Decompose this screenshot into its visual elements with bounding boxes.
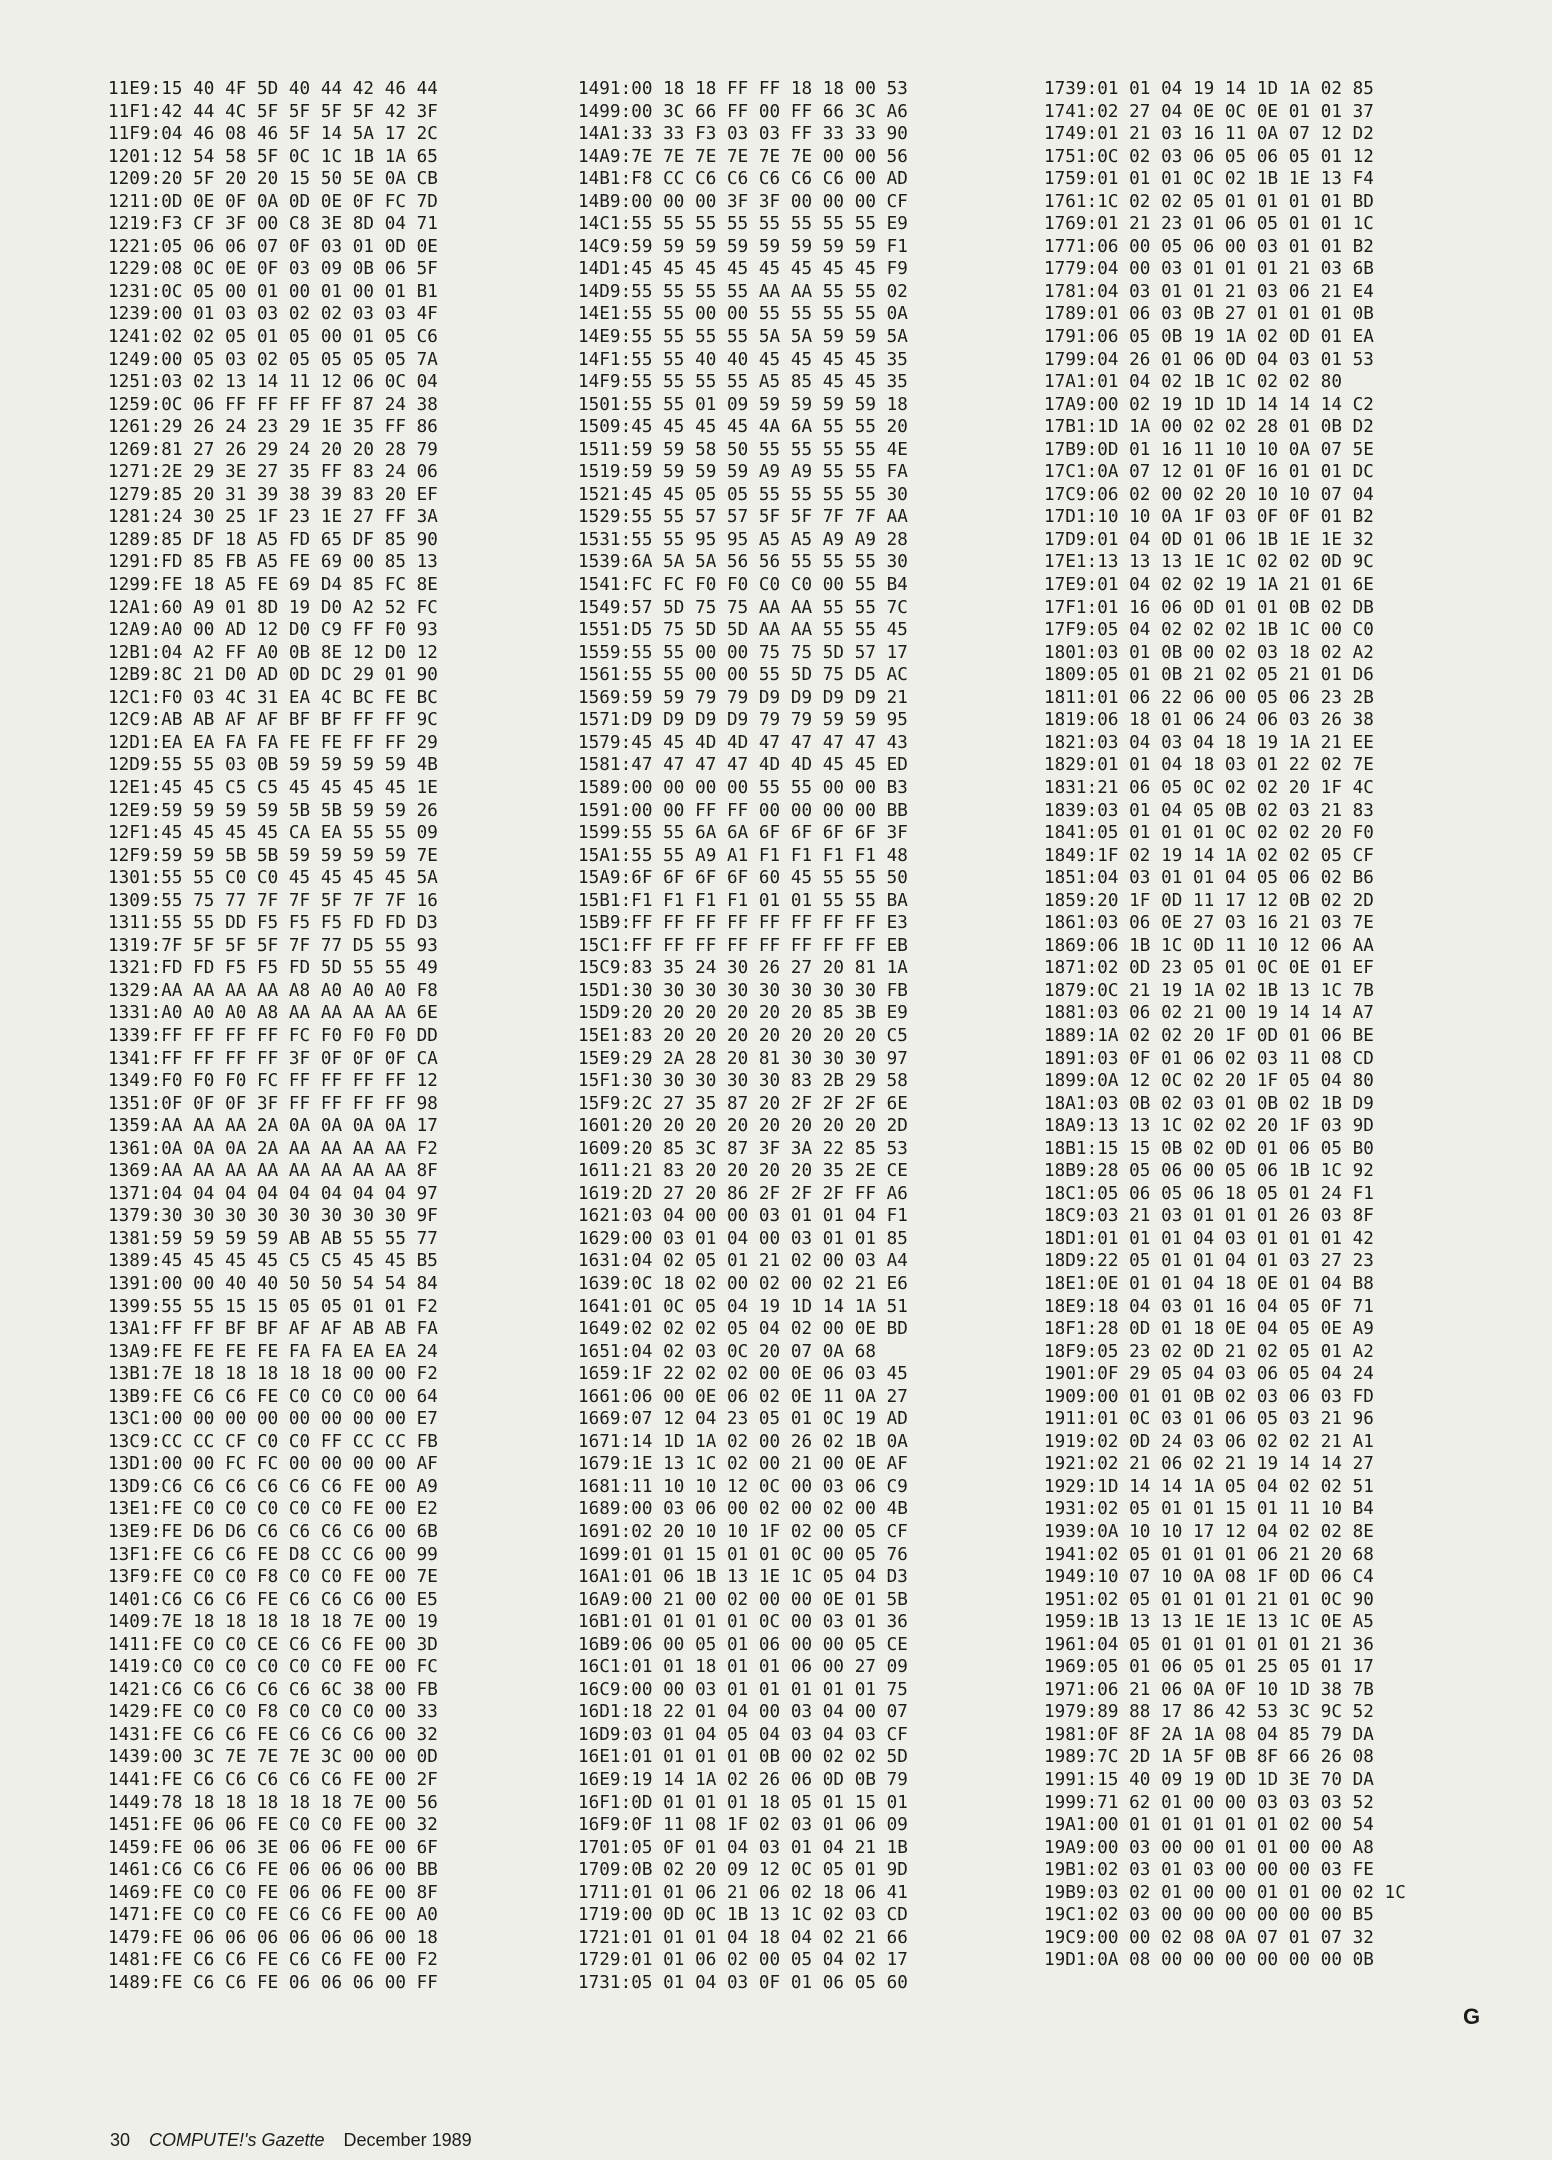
listing-line: 18B9:28 05 06 00 05 06 1B 1C 92 — [1044, 1161, 1374, 1182]
listing-line: 1269:81 27 26 29 24 20 20 28 79 — [108, 439, 438, 460]
listing-line: 12C9:AB AB AF AF BF BF FF FF 9C — [108, 710, 438, 731]
listing-line: 16C1:01 01 18 01 01 06 00 27 09 — [578, 1657, 908, 1678]
listing-line: 1529:55 55 57 57 5F 5F 7F 7F AA — [578, 507, 908, 528]
listing-line: 1369:AA AA AA AA AA AA AA AA 8F — [108, 1161, 438, 1182]
listing-line: 1651:04 02 03 0C 20 07 0A 68 — [578, 1341, 876, 1362]
listing-line: 1509:45 45 45 45 4A 6A 55 55 20 — [578, 417, 908, 438]
listing-line: 1511:59 59 58 50 55 55 55 55 4E — [578, 439, 908, 460]
listing-line: 1691:02 20 10 10 1F 02 00 05 CF — [578, 1522, 908, 1542]
listing-line: 1539:6A 5A 5A 56 56 55 55 55 30 — [578, 552, 908, 573]
listing-line: 14F1:55 55 40 40 45 45 45 45 35 — [578, 349, 908, 370]
listing-line: 17D9:01 04 0D 01 06 1B 1E 1E 32 — [1044, 529, 1374, 550]
listing-line: 1479:FE 06 06 06 06 06 06 00 18 — [108, 1927, 438, 1948]
listing-line: 12C1:F0 03 4C 31 EA 4C BC FE BC — [108, 687, 438, 708]
listing-line: 1411:FE C0 C0 CE C6 C6 FE 00 3D — [108, 1634, 438, 1655]
listing-line: 1389:45 45 45 45 C5 C5 45 45 B5 — [108, 1251, 438, 1272]
listing-line: 1949:10 07 10 0A 08 1F 0D 06 C4 — [1044, 1567, 1374, 1588]
listing-line: 1769:01 21 23 01 06 05 01 01 1C — [1044, 214, 1374, 235]
listing-line: 18C9:03 21 03 01 01 01 26 03 8F — [1044, 1206, 1374, 1227]
listing-line: 13D9:C6 C6 C6 C6 C6 C6 FE 00 A9 — [108, 1476, 438, 1497]
listing-line: 1461:C6 C6 C6 FE 06 06 06 00 BB — [108, 1860, 438, 1881]
listing-line: 1709:0B 02 20 09 12 0C 05 01 9D — [578, 1860, 908, 1881]
listing-line: 1339:FF FF FF FF FC F0 F0 F0 DD — [108, 1025, 438, 1046]
listing-line: 1201:12 54 58 5F 0C 1C 1B 1A 65 — [108, 146, 438, 167]
listing-line: 12E9:59 59 59 59 5B 5B 59 59 26 — [108, 800, 438, 821]
hex-listing-column-1 — [108, 78, 578, 1994]
listing-line: 1969:05 01 06 05 01 25 05 01 17 — [1044, 1657, 1374, 1678]
listing-line: 18A1:03 0B 02 03 01 0B 02 1B D9 — [1044, 1093, 1374, 1114]
listing-line: 1671:14 1D 1A 02 00 26 02 1B 0A — [578, 1431, 908, 1452]
listing-line: 1669:07 12 04 23 05 01 0C 19 AD — [578, 1409, 908, 1430]
listing-line: 1319:7F 5F 5F 5F 7F 77 D5 55 93 — [108, 935, 438, 956]
listing-line: 1849:1F 02 19 14 1A 02 02 05 CF — [1044, 845, 1374, 866]
listing-line: 1909:00 01 01 0B 02 03 06 03 FD — [1044, 1386, 1374, 1407]
listing-line: 18F1:28 0D 01 18 0E 04 05 0E A9 — [1044, 1319, 1374, 1340]
listing-line: 16A9:00 21 00 02 00 00 0E 01 5B — [578, 1589, 908, 1610]
listing-line: 1661:06 00 0E 06 02 0E 11 0A 27 — [578, 1386, 908, 1407]
listing-line: 1871:02 0D 23 05 01 0C 0E 01 EF — [1044, 958, 1374, 979]
listing-line: 1581:47 47 47 47 4D 4D 45 45 ED — [578, 755, 908, 776]
listing-line: 1251:03 02 13 14 11 12 06 0C 04 — [108, 372, 438, 393]
listing-line: 1991:15 40 09 19 0D 1D 3E 70 DA — [1044, 1770, 1374, 1791]
listing-line: 15C1:FF FF FF FF FF FF FF FF EB — [578, 935, 908, 956]
listing-line: 1821:03 04 03 04 18 19 1A 21 EE — [1044, 732, 1374, 753]
listing-line: 1261:29 26 24 23 29 1E 35 FF 86 — [108, 417, 438, 438]
listing-line: 18A9:13 13 1C 02 02 20 1F 03 9D — [1044, 1116, 1374, 1137]
listing-line: 1471:FE C0 C0 FE C6 C6 FE 00 A0 — [108, 1905, 438, 1926]
listing-line: 1889:1A 02 02 20 1F 0D 01 06 BE — [1044, 1025, 1374, 1046]
listing-line: 1329:AA AA AA AA A8 A0 A0 A0 F8 — [108, 980, 438, 1001]
listing-line: 16B1:01 01 01 01 0C 00 03 01 36 — [578, 1612, 908, 1633]
listing-line: 13A1:FF FF BF BF AF AF AB AB FA — [108, 1319, 438, 1340]
listing-line: 11E9:15 40 4F 5D 40 44 42 46 44 — [108, 79, 438, 99]
listing-line: 14A1:33 33 F3 03 03 FF 33 33 90 — [578, 124, 908, 145]
listing-line: 16D9:03 01 04 05 04 03 04 03 CF — [578, 1724, 908, 1745]
listing-line: 14E9:55 55 55 55 5A 5A 59 59 5A — [578, 327, 908, 348]
page-footer — [110, 2130, 472, 2151]
listing-line: 1929:1D 14 14 1A 05 04 02 02 51 — [1044, 1476, 1374, 1497]
listing-line: 1259:0C 06 FF FF FF FF 87 24 38 — [108, 394, 438, 415]
listing-line: 1841:05 01 01 01 0C 02 02 20 F0 — [1044, 823, 1374, 844]
listing-line: 1941:02 05 01 01 01 06 21 20 68 — [1044, 1544, 1374, 1565]
listing-line: 1741:02 27 04 0E 0C 0E 01 01 37 — [1044, 101, 1374, 122]
listing-line: 14E1:55 55 00 00 55 55 55 55 0A — [578, 304, 908, 325]
listing-line: 1409:7E 18 18 18 18 18 7E 00 19 — [108, 1612, 438, 1633]
listing-line: 1499:00 3C 66 FF 00 FF 66 3C A6 — [578, 101, 908, 122]
listing-line: 17F1:01 16 06 0D 01 01 0B 02 DB — [1044, 597, 1374, 618]
listing-line: 17B1:1D 1A 00 02 02 28 01 0B D2 — [1044, 417, 1374, 438]
listing-line: 1549:57 5D 75 75 AA AA 55 55 7C — [578, 597, 908, 618]
listing-line: 19B9:03 02 01 00 00 01 01 00 02 1C — [1044, 1882, 1406, 1903]
listing-line: 14A9:7E 7E 7E 7E 7E 7E 00 00 56 — [578, 146, 908, 167]
listing-line: 1641:01 0C 05 04 19 1D 14 1A 51 — [578, 1296, 908, 1317]
listing-line: 16A1:01 06 1B 13 1E 1C 05 04 D3 — [578, 1567, 908, 1588]
listing-line: 1341:FF FF FF FF 3F 0F 0F 0F CA — [108, 1048, 438, 1069]
listing-line: 1749:01 21 03 16 11 0A 07 12 D2 — [1044, 124, 1374, 145]
listing-line: 17C1:0A 07 12 01 0F 16 01 01 DC — [1044, 462, 1374, 483]
listing-line: 1531:55 55 95 95 A5 A5 A9 A9 28 — [578, 529, 908, 550]
listing-line: 1489:FE C6 C6 FE 06 06 06 00 FF — [108, 1972, 438, 1993]
listing-line: 1899:0A 12 0C 02 20 1F 05 04 80 — [1044, 1071, 1374, 1092]
listing-line: 1621:03 04 00 00 03 01 01 04 F1 — [578, 1206, 908, 1227]
listing-line: 1441:FE C6 C6 C6 C6 C6 FE 00 2F — [108, 1770, 438, 1791]
listing-line: 1221:05 06 06 07 0F 03 01 0D 0E — [108, 236, 438, 257]
listing-line: 1931:02 05 01 01 15 01 11 10 B4 — [1044, 1499, 1374, 1520]
page-number: 30 — [110, 2130, 131, 2150]
listing-line: 1891:03 0F 01 06 02 03 11 08 CD — [1044, 1048, 1374, 1069]
listing-line: 1559:55 55 00 00 75 75 5D 57 17 — [578, 642, 908, 663]
listing-line: 12F1:45 45 45 45 CA EA 55 55 09 — [108, 823, 438, 844]
listing-line: 17A1:01 04 02 1B 1C 02 02 80 — [1044, 372, 1342, 393]
listing-line: 1449:78 18 18 18 18 18 7E 00 56 — [108, 1792, 438, 1813]
listing-line: 1869:06 1B 1C 0D 11 10 12 06 AA — [1044, 935, 1374, 956]
hex-listing-column-2 — [578, 78, 1048, 1994]
listing-line: 1501:55 55 01 09 59 59 59 59 18 — [578, 394, 908, 415]
listing-line: 18E1:0E 01 01 04 18 0E 01 04 B8 — [1044, 1273, 1374, 1294]
listing-line: 1289:85 DF 18 A5 FD 65 DF 85 90 — [108, 529, 438, 550]
listing-line: 15E1:83 20 20 20 20 20 20 20 C5 — [578, 1025, 908, 1046]
listing-line: 19A1:00 01 01 01 01 01 02 00 54 — [1044, 1815, 1374, 1836]
listing-line: 15A9:6F 6F 6F 6F 60 45 55 55 50 — [578, 868, 908, 889]
listing-line: 1611:21 83 20 20 20 20 35 2E CE — [578, 1161, 908, 1182]
listing-line: 1249:00 05 03 02 05 05 05 05 7A — [108, 349, 438, 370]
listing-line: 1491:00 18 18 FF FF 18 18 00 53 — [578, 79, 908, 99]
listing-line: 1519:59 59 59 59 A9 A9 55 55 FA — [578, 462, 908, 483]
listing-line: 15D1:30 30 30 30 30 30 30 30 FB — [578, 980, 908, 1001]
listing-line: 11F1:42 44 4C 5F 5F 5F 5F 42 3F — [108, 101, 438, 122]
listing-line: 1561:55 55 00 00 55 5D 75 D5 AC — [578, 665, 908, 686]
publication-name: COMPUTE!'s Gazette — [149, 2130, 325, 2150]
listing-line: 15B9:FF FF FF FF FF FF FF FF E3 — [578, 913, 908, 934]
listing-line: 1989:7C 2D 1A 5F 0B 8F 66 26 08 — [1044, 1747, 1374, 1768]
listing-line: 1681:11 10 10 12 0C 00 03 06 C9 — [578, 1476, 908, 1497]
listing-line: 1219:F3 CF 3F 00 C8 3E 8D 04 71 — [108, 214, 438, 235]
listing-line: 12D1:EA EA FA FA FE FE FF FF 29 — [108, 732, 438, 753]
hex-listing-column-3 — [1044, 78, 1514, 1972]
listing-line: 1829:01 01 04 18 03 01 22 02 7E — [1044, 755, 1374, 776]
listing-line: 11F9:04 46 08 46 5F 14 5A 17 2C — [108, 124, 438, 145]
listing-line: 1919:02 0D 24 03 06 02 02 21 A1 — [1044, 1431, 1374, 1452]
listing-line: 16E9:19 14 1A 02 26 06 0D 0B 79 — [578, 1770, 908, 1791]
listing-line: 1541:FC FC F0 F0 C0 C0 00 55 B4 — [578, 575, 908, 596]
listing-line: 13F1:FE C6 C6 FE D8 CC C6 00 99 — [108, 1544, 438, 1565]
listing-line: 1811:01 06 22 06 00 05 06 23 2B — [1044, 687, 1374, 708]
listing-line: 14D9:55 55 55 55 AA AA 55 55 02 — [578, 281, 908, 302]
listing-line: 1779:04 00 03 01 01 01 21 03 6B — [1044, 259, 1374, 280]
listing-line: 1381:59 59 59 59 AB AB 55 55 77 — [108, 1228, 438, 1249]
listing-line: 16E1:01 01 01 01 0B 00 02 02 5D — [578, 1747, 908, 1768]
listing-line: 1271:2E 29 3E 27 35 FF 83 24 06 — [108, 462, 438, 483]
listing-line: 1551:D5 75 5D 5D AA AA 55 55 45 — [578, 620, 908, 641]
listing-line: 16B9:06 00 05 01 06 00 00 05 CE — [578, 1634, 908, 1655]
listing-line: 19A9:00 03 00 00 01 01 00 00 A8 — [1044, 1837, 1374, 1858]
listing-line: 1959:1B 13 13 1E 1E 13 1C 0E A5 — [1044, 1612, 1374, 1633]
listing-line: 18D1:01 01 01 04 03 01 01 01 42 — [1044, 1228, 1374, 1249]
listing-line: 15D9:20 20 20 20 20 20 85 3B E9 — [578, 1003, 908, 1024]
listing-line: 1481:FE C6 C6 FE C6 C6 FE 00 F2 — [108, 1950, 438, 1971]
listing-line: 1781:04 03 01 01 21 03 06 21 E4 — [1044, 281, 1374, 302]
listing-line: 1281:24 30 25 1F 23 1E 27 FF 3A — [108, 507, 438, 528]
listing-line: 13B9:FE C6 C6 FE C0 C0 C0 00 64 — [108, 1386, 438, 1407]
listing-line: 1429:FE C0 C0 F8 C0 C0 C0 00 33 — [108, 1702, 438, 1723]
listing-line: 16F9:0F 11 08 1F 02 03 01 06 09 — [578, 1815, 908, 1836]
listing-line: 1961:04 05 01 01 01 01 01 21 36 — [1044, 1634, 1374, 1655]
listing-line: 1649:02 02 02 05 04 02 00 0E BD — [578, 1319, 908, 1340]
listing-line: 1809:05 01 0B 21 02 05 21 01 D6 — [1044, 665, 1374, 686]
listing-line: 14C1:55 55 55 55 55 55 55 55 E9 — [578, 214, 908, 235]
listing-line: 17C9:06 02 00 02 20 10 10 07 04 — [1044, 484, 1374, 505]
listing-line: 17E9:01 04 02 02 19 1A 21 01 6E — [1044, 575, 1374, 596]
listing-line: 1981:0F 8F 2A 1A 08 04 85 79 DA — [1044, 1724, 1374, 1745]
listing-line: 1721:01 01 01 04 18 04 02 21 66 — [578, 1927, 908, 1948]
listing-line: 19B1:02 03 01 03 00 00 00 03 FE — [1044, 1860, 1374, 1881]
listing-line: 1359:AA AA AA 2A 0A 0A 0A 0A 17 — [108, 1116, 438, 1137]
listing-line: 1311:55 55 DD F5 F5 F5 FD FD D3 — [108, 913, 438, 934]
listing-line: 1999:71 62 01 00 00 03 03 03 52 — [1044, 1792, 1374, 1813]
listing-line: 1659:1F 22 02 02 00 0E 06 03 45 — [578, 1364, 908, 1385]
listing-line: 1451:FE 06 06 FE C0 C0 FE 00 32 — [108, 1815, 438, 1836]
listing-line: 1851:04 03 01 01 04 05 06 02 B6 — [1044, 868, 1374, 889]
listing-line: 1921:02 21 06 02 21 19 14 14 27 — [1044, 1454, 1374, 1475]
listing-line: 15C9:83 35 24 30 26 27 20 81 1A — [578, 958, 908, 979]
listing-line: 1349:F0 F0 F0 FC FF FF FF FF 12 — [108, 1071, 438, 1092]
listing-line: 1879:0C 21 19 1A 02 1B 13 1C 7B — [1044, 980, 1374, 1001]
listing-line: 1309:55 75 77 7F 7F 5F 7F 7F 16 — [108, 890, 438, 911]
listing-line: 14F9:55 55 55 55 A5 85 45 45 35 — [578, 372, 908, 393]
listing-line: 1831:21 06 05 0C 02 02 20 1F 4C — [1044, 777, 1374, 798]
listing-line: 1419:C0 C0 C0 C0 C0 C0 FE 00 FC — [108, 1657, 438, 1678]
listing-line: 1521:45 45 05 05 55 55 55 55 30 — [578, 484, 908, 505]
listing-line: 13E1:FE C0 C0 C0 C0 C0 FE 00 E2 — [108, 1499, 438, 1520]
listing-line: 12A1:60 A9 01 8D 19 D0 A2 52 FC — [108, 597, 438, 618]
listing-line: 19C1:02 03 00 00 00 00 00 00 B5 — [1044, 1905, 1374, 1926]
listing-line: 13A9:FE FE FE FE FA FA EA EA 24 — [108, 1341, 438, 1362]
listing-line: 1751:0C 02 03 06 05 06 05 01 12 — [1044, 146, 1374, 167]
listing-line: 1579:45 45 4D 4D 47 47 47 47 43 — [578, 732, 908, 753]
listing-line: 1799:04 26 01 06 0D 04 03 01 53 — [1044, 349, 1374, 370]
listing-line: 1469:FE C0 C0 FE 06 06 FE 00 8F — [108, 1882, 438, 1903]
listing-line: 1321:FD FD F5 F5 FD 5D 55 55 49 — [108, 958, 438, 979]
listing-line: 1371:04 04 04 04 04 04 04 04 97 — [108, 1183, 438, 1204]
listing-line: 1301:55 55 C0 C0 45 45 45 45 5A — [108, 868, 438, 889]
listing-line: 13C9:CC CC CF C0 C0 FF CC CC FB — [108, 1431, 438, 1452]
listing-line: 1299:FE 18 A5 FE 69 D4 85 FC 8E — [108, 575, 438, 596]
listing-line: 1881:03 06 02 21 00 19 14 14 A7 — [1044, 1003, 1374, 1024]
listing-line: 17D1:10 10 0A 1F 03 0F 0F 01 B2 — [1044, 507, 1374, 528]
listing-line: 1801:03 01 0B 00 02 03 18 02 A2 — [1044, 642, 1374, 663]
listing-line: 1589:00 00 00 00 55 55 00 00 B3 — [578, 777, 908, 798]
listing-line: 1729:01 01 06 02 00 05 04 02 17 — [578, 1950, 908, 1971]
listing-line: 15F1:30 30 30 30 30 83 2B 29 58 — [578, 1071, 908, 1092]
listing-line: 1629:00 03 01 04 00 03 01 01 85 — [578, 1228, 908, 1249]
listing-line: 14D1:45 45 45 45 45 45 45 45 F9 — [578, 259, 908, 280]
listing-line: 14B1:F8 CC C6 C6 C6 C6 C6 00 AD — [578, 169, 908, 190]
listing-line: 1791:06 05 0B 19 1A 02 0D 01 EA — [1044, 327, 1374, 348]
listing-line: 1609:20 85 3C 87 3F 3A 22 85 53 — [578, 1138, 908, 1159]
listing-line: 1789:01 06 03 0B 27 01 01 01 0B — [1044, 304, 1374, 325]
listing-line: 1399:55 55 15 15 05 05 01 01 F2 — [108, 1296, 438, 1317]
listing-line: 1619:2D 27 20 86 2F 2F 2F FF A6 — [578, 1183, 908, 1204]
listing-line: 1701:05 0F 01 04 03 01 04 21 1B — [578, 1837, 908, 1858]
listing-line: 15E9:29 2A 28 20 81 30 30 30 97 — [578, 1048, 908, 1069]
listing-line: 15B1:F1 F1 F1 F1 01 01 55 55 BA — [578, 890, 908, 911]
listing-line: 1759:01 01 01 0C 02 1B 1E 13 F4 — [1044, 169, 1374, 190]
listing-line: 14B9:00 00 00 3F 3F 00 00 00 CF — [578, 191, 908, 212]
listing-line: 1911:01 0C 03 01 06 05 03 21 96 — [1044, 1409, 1374, 1430]
listing-line: 1239:00 01 03 03 02 02 03 03 4F — [108, 304, 438, 325]
listing-line: 1571:D9 D9 D9 D9 79 79 59 59 95 — [578, 710, 908, 731]
listing-line: 1291:FD 85 FB A5 FE 69 00 85 13 — [108, 552, 438, 573]
listing-line: 12A9:A0 00 AD 12 D0 C9 FF F0 93 — [108, 620, 438, 641]
listing-line: 19D1:0A 08 00 00 00 00 00 00 0B — [1044, 1950, 1374, 1971]
listing-line: 19C9:00 00 02 08 0A 07 01 07 32 — [1044, 1927, 1374, 1948]
listing-line: 1639:0C 18 02 00 02 00 02 21 E6 — [578, 1273, 908, 1294]
listing-line: 1439:00 3C 7E 7E 7E 3C 00 00 0D — [108, 1747, 438, 1768]
listing-line: 1601:20 20 20 20 20 20 20 20 2D — [578, 1116, 908, 1137]
listing-line: 1951:02 05 01 01 01 21 01 0C 90 — [1044, 1589, 1374, 1610]
listing-line: 16D1:18 22 01 04 00 03 04 00 07 — [578, 1702, 908, 1723]
listing-line: 1771:06 00 05 06 00 03 01 01 B2 — [1044, 236, 1374, 257]
listing-line: 1229:08 0C 0E 0F 03 09 0B 06 5F — [108, 259, 438, 280]
listing-line: 1431:FE C6 C6 FE C6 C6 C6 00 32 — [108, 1724, 438, 1745]
listing-line: 13F9:FE C0 C0 F8 C0 C0 FE 00 7E — [108, 1567, 438, 1588]
listing-line: 1719:00 0D 0C 1B 13 1C 02 03 CD — [578, 1905, 908, 1926]
listing-line: 18D9:22 05 01 01 04 01 03 27 23 — [1044, 1251, 1374, 1272]
listing-line: 18F9:05 23 02 0D 21 02 05 01 A2 — [1044, 1341, 1374, 1362]
listing-line: 1599:55 55 6A 6A 6F 6F 6F 6F 3F — [578, 823, 908, 844]
listing-line: 12E1:45 45 C5 C5 45 45 45 45 1E — [108, 777, 438, 798]
listing-line: 1279:85 20 31 39 38 39 83 20 EF — [108, 484, 438, 505]
listing-line: 15A1:55 55 A9 A1 F1 F1 F1 F1 48 — [578, 845, 908, 866]
listing-line: 1711:01 01 06 21 06 02 18 06 41 — [578, 1882, 908, 1903]
listing-line: 1391:00 00 40 40 50 50 54 54 84 — [108, 1273, 438, 1294]
listing-line: 15F9:2C 27 35 87 20 2F 2F 2F 6E — [578, 1093, 908, 1114]
listing-line: 18B1:15 15 0B 02 0D 01 06 05 B0 — [1044, 1138, 1374, 1159]
listing-line: 18C1:05 06 05 06 18 05 01 24 F1 — [1044, 1183, 1374, 1204]
listing-line: 1231:0C 05 00 01 00 01 00 01 B1 — [108, 281, 438, 302]
listing-line: 17E1:13 13 13 1E 1C 02 02 0D 9C — [1044, 552, 1374, 573]
listing-line: 13E9:FE D6 D6 C6 C6 C6 C6 00 6B — [108, 1522, 438, 1542]
listing-line: 1631:04 02 05 01 21 02 00 03 A4 — [578, 1251, 908, 1272]
listing-line: 14C9:59 59 59 59 59 59 59 59 F1 — [578, 236, 908, 257]
listing-line: 1979:89 88 17 86 42 53 3C 9C 52 — [1044, 1702, 1374, 1723]
listing-line: 1459:FE 06 06 3E 06 06 FE 00 6F — [108, 1837, 438, 1858]
listing-line: 1859:20 1F 0D 11 17 12 0B 02 2D — [1044, 890, 1374, 911]
listing-line: 1351:0F 0F 0F 3F FF FF FF FF 98 — [108, 1093, 438, 1114]
listing-line: 1689:00 03 06 00 02 00 02 00 4B — [578, 1499, 908, 1520]
listing-line: 1699:01 01 15 01 01 0C 00 05 76 — [578, 1544, 908, 1565]
listing-line: 17F9:05 04 02 02 02 1B 1C 00 C0 — [1044, 620, 1374, 641]
listing-line: 1739:01 01 04 19 14 1D 1A 02 85 — [1044, 79, 1374, 99]
listing-line: 13B1:7E 18 18 18 18 18 00 00 F2 — [108, 1364, 438, 1385]
listing-line: 12D9:55 55 03 0B 59 59 59 59 4B — [108, 755, 438, 776]
listing-line: 1971:06 21 06 0A 0F 10 1D 38 7B — [1044, 1679, 1374, 1700]
listing-line: 1591:00 00 FF FF 00 00 00 00 BB — [578, 800, 908, 821]
listing-line: 1861:03 06 0E 27 03 16 21 03 7E — [1044, 913, 1374, 934]
listing-line: 1209:20 5F 20 20 15 50 5E 0A CB — [108, 169, 438, 190]
listing-line: 17B9:0D 01 16 11 10 10 0A 07 5E — [1044, 439, 1374, 460]
listing-line: 13D1:00 00 FC FC 00 00 00 00 AF — [108, 1454, 438, 1475]
listing-line: 1331:A0 A0 A0 A8 AA AA AA AA 6E — [108, 1003, 438, 1024]
listing-line: 1839:03 01 04 05 0B 02 03 21 83 — [1044, 800, 1374, 821]
listing-line: 1211:0D 0E 0F 0A 0D 0E 0F FC 7D — [108, 191, 438, 212]
listing-line: 12B1:04 A2 FF A0 0B 8E 12 D0 12 — [108, 642, 438, 663]
listing-line: 12B9:8C 21 D0 AD 0D DC 29 01 90 — [108, 665, 438, 686]
listing-line: 17A9:00 02 19 1D 1D 14 14 14 C2 — [1044, 394, 1374, 415]
listing-line: 13C1:00 00 00 00 00 00 00 00 E7 — [108, 1409, 438, 1430]
listing-line: 1731:05 01 04 03 0F 01 06 05 60 — [578, 1972, 908, 1993]
listing-line: 1819:06 18 01 06 24 06 03 26 38 — [1044, 710, 1374, 731]
listing-line: 1901:0F 29 05 04 03 06 05 04 24 — [1044, 1364, 1374, 1385]
listing-line: 1401:C6 C6 C6 FE C6 C6 C6 00 E5 — [108, 1589, 438, 1610]
listing-line: 18E9:18 04 03 01 16 04 05 0F 71 — [1044, 1296, 1374, 1317]
listing-line: 1421:C6 C6 C6 C6 C6 6C 38 00 FB — [108, 1679, 438, 1700]
listing-line: 1939:0A 10 10 17 12 04 02 02 8E — [1044, 1522, 1374, 1542]
end-of-article-mark: G — [1463, 2004, 1481, 2029]
listing-line: 16C9:00 00 03 01 01 01 01 01 75 — [578, 1679, 908, 1700]
listing-line: 1241:02 02 05 01 05 00 01 05 C6 — [108, 327, 438, 348]
listing-line: 1379:30 30 30 30 30 30 30 30 9F — [108, 1206, 438, 1227]
listing-line: 1761:1C 02 02 05 01 01 01 01 BD — [1044, 191, 1374, 212]
listing-line: 1679:1E 13 1C 02 00 21 00 0E AF — [578, 1454, 908, 1475]
issue-date: December 1989 — [343, 2130, 472, 2150]
listing-line: 1361:0A 0A 0A 2A AA AA AA AA F2 — [108, 1138, 438, 1159]
listing-line: 1569:59 59 79 79 D9 D9 D9 D9 21 — [578, 687, 908, 708]
listing-line: 12F9:59 59 5B 5B 59 59 59 59 7E — [108, 845, 438, 866]
listing-line: 16F1:0D 01 01 01 18 05 01 15 01 — [578, 1792, 908, 1813]
